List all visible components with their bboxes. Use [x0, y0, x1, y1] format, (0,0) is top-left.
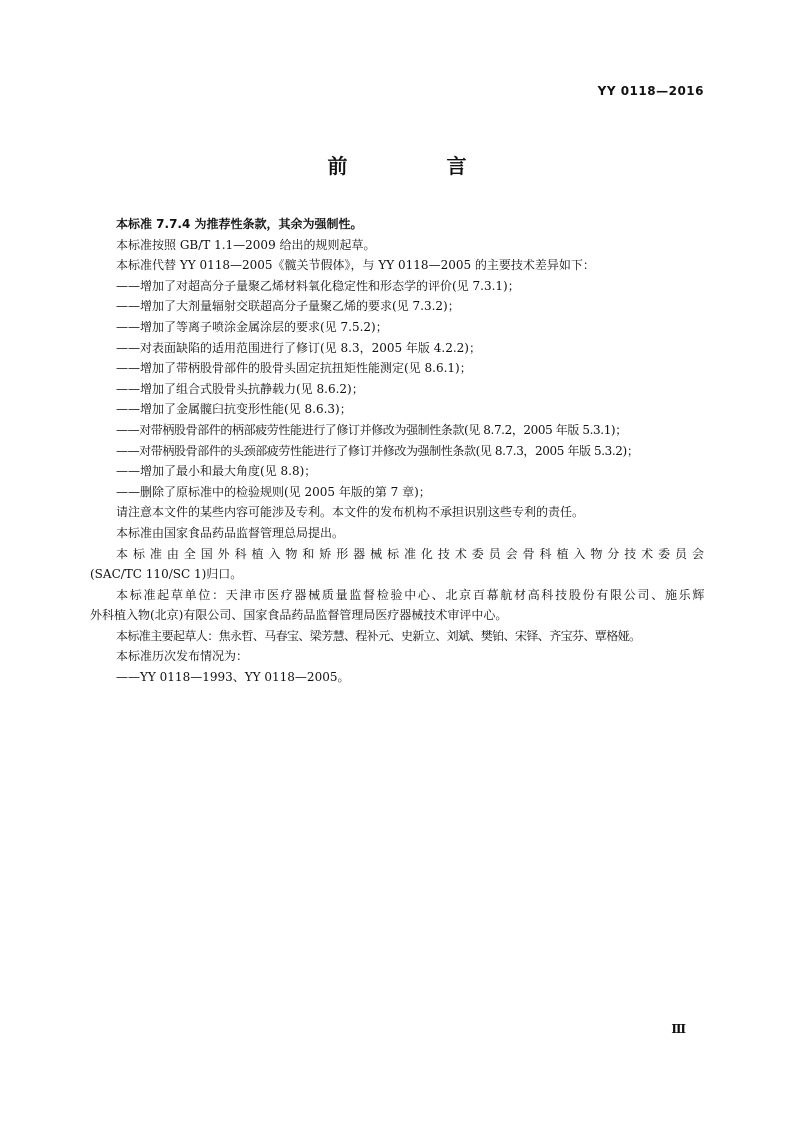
list-item: ——删除了原标准中的检验规则(见 2005 年版的第 7 章)； [116, 484, 431, 499]
page-title: 前 言 [327, 154, 513, 178]
paragraph: 本标准主要起草人：焦永哲、马春宝、梁芳慧、程补元、史新立、刘斌、樊铂、宋铎、齐宝芬、覃格娅。 [116, 628, 641, 643]
list-item: ——YY 0118—1993、YY 0118—2005。 [116, 670, 350, 685]
list-item: ——增加了组合式股骨头抗静载力(见 8.6.2)； [116, 381, 364, 396]
list-item: ——增加了金属髋臼抗变形性能(见 8.6.3)； [116, 402, 352, 417]
paragraph: 本标准由国家食品药品监督管理总局提出。 [116, 525, 345, 540]
paragraph: 本标准按照 GB/T 1.1—2009 给出的规则起草。 [116, 237, 376, 252]
page-number: Ⅲ [671, 1022, 686, 1036]
list-item: ——增加了带柄股骨部件的股骨头固定抗扭矩性能测定(见 8.6.1)； [116, 361, 472, 376]
list-item: ——增加了等离子喷涂金属涂层的要求(见 7.5.2)； [116, 319, 388, 334]
paragraph: 请注意本文件的某些内容可能涉及专利。本文件的发布机构不承担识别这些专利的责任。 [116, 505, 585, 520]
list-item: ——对带柄股骨部件的头颈部疲劳性能进行了修订并修改为强制性条款(见 8.7.3，2005 年版 5.3.2)； [116, 443, 639, 458]
paragraph: 本标准由全国外科植入物和矫形器械标准化技术委员会骨科植入物分技术委员会 [116, 546, 704, 561]
list-item: ——对表面缺陷的适用范围进行了修订(见 8.3，2005 年版 4.2.2)； [116, 340, 481, 355]
paragraph: 本标准起草单位：天津市医疗器械质量监督检验中心、北京百幕航材高科技股份有限公司、施乐辉 [116, 587, 704, 602]
list-item: ——增加了最小和最大角度(见 8.8)； [116, 464, 317, 479]
list-item: ——对带柄股骨部件的柄部疲劳性能进行了修订并修改为强制性条款(见 8.7.2，2005 年版 5.3.1)； [116, 422, 627, 437]
paragraph-continuation: (SAC/TC 110/SC 1)归口。 [90, 567, 243, 582]
paragraph: 本标准历次发布情况为： [116, 649, 249, 664]
standard-code: YY 0118—2016 [597, 84, 704, 98]
list-item: ——增加了大剂量辐射交联超高分子量聚乙烯的要求(见 7.3.2)； [116, 299, 460, 314]
paragraph: 本标准代替 YY 0118—2005《髋关节假体》，与 YY 0118—2005 的主要技术差异如下： [116, 258, 595, 273]
document-body [90, 214, 704, 688]
paragraph: 本标准 7.7.4 为推荐性条款，其余为强制性。 [116, 217, 363, 231]
list-item: ——增加了对超高分子量聚乙烯材料氧化稳定性和形态学的评价(见 7.3.1)； [116, 278, 520, 293]
paragraph-continuation: 外科植入物(北京)有限公司、国家食品药品监督管理局医疗器械技术审评中心。 [90, 608, 508, 623]
